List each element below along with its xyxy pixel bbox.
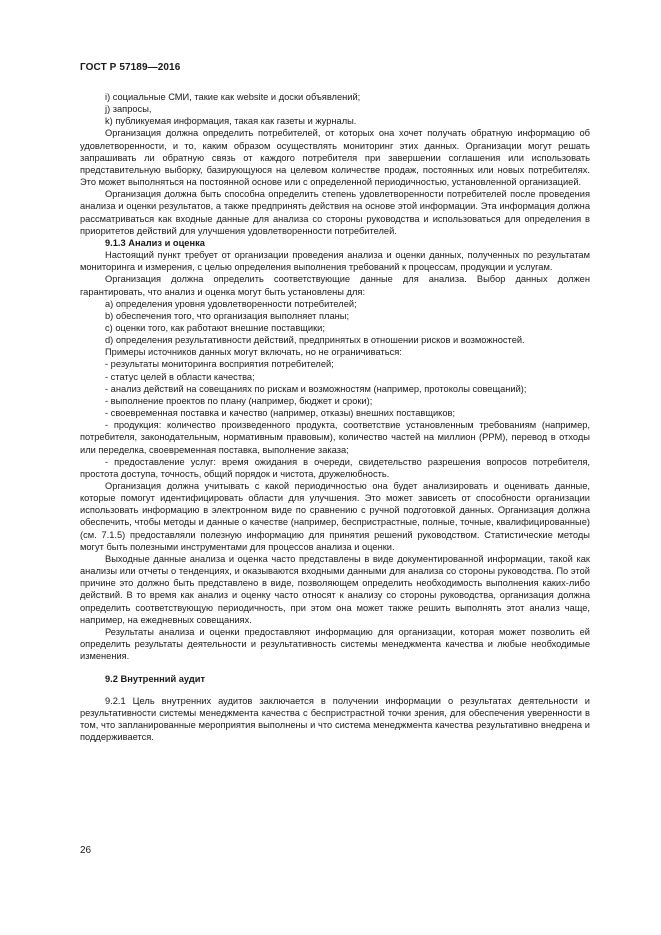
page-number: 26 bbox=[80, 845, 92, 856]
list-item: a) определения уровня удовлетворенности потребителей; bbox=[105, 298, 357, 309]
list-item: k) публикуемая информация, такая как газеты и журналы. bbox=[105, 116, 357, 127]
list-item: - предоставление услуг: время ожидания в очереди, свидетельство разрешения вопросов потребителя, простота доступа, точность, общий порядок и чистота, дружелюбность. bbox=[80, 456, 590, 479]
paragraph: Организация должна определить потребителей, от которых она хочет получать обратную информацию об удовлетворенности, и то, каким образом осуществлять мониторинг этих данных. Организации могут решать запрашивать ли обратную связь от каждого потребителя при завершении соглашения или использовать представительную выборку, базирующуюся на целевом количестве продаж, постоянных или новых потребителях. Это может выполняться на постоянной основе или с определенной периодичностью, установленной организацией. bbox=[80, 128, 590, 188]
document-header: ГОСТ Р 57189—2016 bbox=[80, 62, 181, 73]
paragraph: Настоящий пункт требует от организации проведения анализа и оценки данных, полученных по результатам мониторинга и измерения, с целью определения выполнения требований к процессам, продукции и услугам. bbox=[80, 250, 590, 273]
list-item: b) обеспечения того, что организация выполняет планы; bbox=[105, 310, 350, 321]
list-item: c) оценки того, как работают внешние поставщики; bbox=[105, 322, 325, 333]
paragraph: Организация должна определить соответствующие данные для анализа. Выбор данных должен гарантировать, что анализ и оценка могут быть установлены для: bbox=[80, 274, 590, 297]
paragraph: Выходные данные анализа и оценка часто представлены в виде документированной информации, такой как анализы или отчеты о тенденциях, и оказываются входными данными для анализа со стороны руководства. По этой причине это должно быть представлено в виде, позволяющем определить необходимость выполнения каких-либо действий. В то время как анализ и оценку часто относят к анализу со стороны руководства, организация должна определить соответствующую периодичность, при этом она может также решить выполнять этот анализ чаще, например, на ежедневных совещаниях. bbox=[80, 553, 590, 625]
list-item: - анализ действий на совещаниях по рискам и возможностям (например, протоколы совещаний); bbox=[105, 383, 527, 394]
list-item: - своевременная поставка и качество (например, отказы) внешних поставщиков; bbox=[105, 408, 456, 419]
section-heading: 9.2 Внутренний аудит bbox=[105, 674, 206, 685]
paragraph: 9.2.1 Цель внутренних аудитов заключается в получении информации о результатах деятельности и результативности системы менеджмента качества с беспристрастной точки зрения, для обеспечения уверенности в том, что запланированные мероприятия выполнены и что система менеджмента качества результативно внедрена и поддерживается. bbox=[80, 695, 590, 742]
paragraph: Организация должна быть способна определить степень удовлетворенности потребителей после проведения анализа и оценки результатов, а также предпринять действия на основе этой информации. Эта информация должна рассматриваться как входные данные для анализа со стороны руководства и использоваться для определения в приоритетов действий для улучшения удовлетворенности потребителей. bbox=[80, 189, 590, 236]
paragraph: Результаты анализа и оценки предоставляют информацию для организации, которая может позволить ей определить результаты деятельности и результативность системы менеджмента качества и любые необходимые изменения. bbox=[80, 626, 590, 662]
list-item: d) определения результативности действий, предпринятых в отношении рисков и возможностей. bbox=[105, 335, 525, 346]
paragraph: Примеры источников данных могут включать, но не ограничиваться: bbox=[105, 347, 402, 358]
document-body bbox=[80, 91, 590, 743]
paragraph: Организация должна учитывать с какой периодичностью она будет анализировать и оценивать данные, которые помогут идентифицировать области для улучшения. Это может зависеть от способности организации использовать информацию в электронном виде по сравнению с ручной подготовкой данных. Организация должна обеспечить, чтобы методы и данные о качестве (например, беспристрастные, полные, точные, квалифицированные) (см. 7.1.5) предоставляли полезную информацию для принятия решений руководством. Статистические методы могут быть полезными инструментами для процессов анализа и оценки. bbox=[80, 481, 590, 552]
subsection-heading: 9.1.3 Анализ и оценка bbox=[105, 237, 205, 248]
list-item: - результаты мониторинга восприятия потребителей; bbox=[105, 359, 334, 370]
list-item: i) социальные СМИ, такие как website и доски объявлений; bbox=[105, 92, 361, 102]
list-item: - статус целей в области качества; bbox=[105, 371, 255, 382]
list-item: - продукция: количество произведенного продукта, соответствие установленным требованиям (например, потребителя, законодательным, нормативным правовым), количество частей на миллион (PPM), перевод в отходы или переделка, своевременная поставка, выполнение заказа; bbox=[80, 420, 590, 455]
list-item: j) запросы, bbox=[105, 104, 152, 115]
list-item: - выполнение проектов по плану (например, бюджет и сроки); bbox=[105, 395, 373, 406]
